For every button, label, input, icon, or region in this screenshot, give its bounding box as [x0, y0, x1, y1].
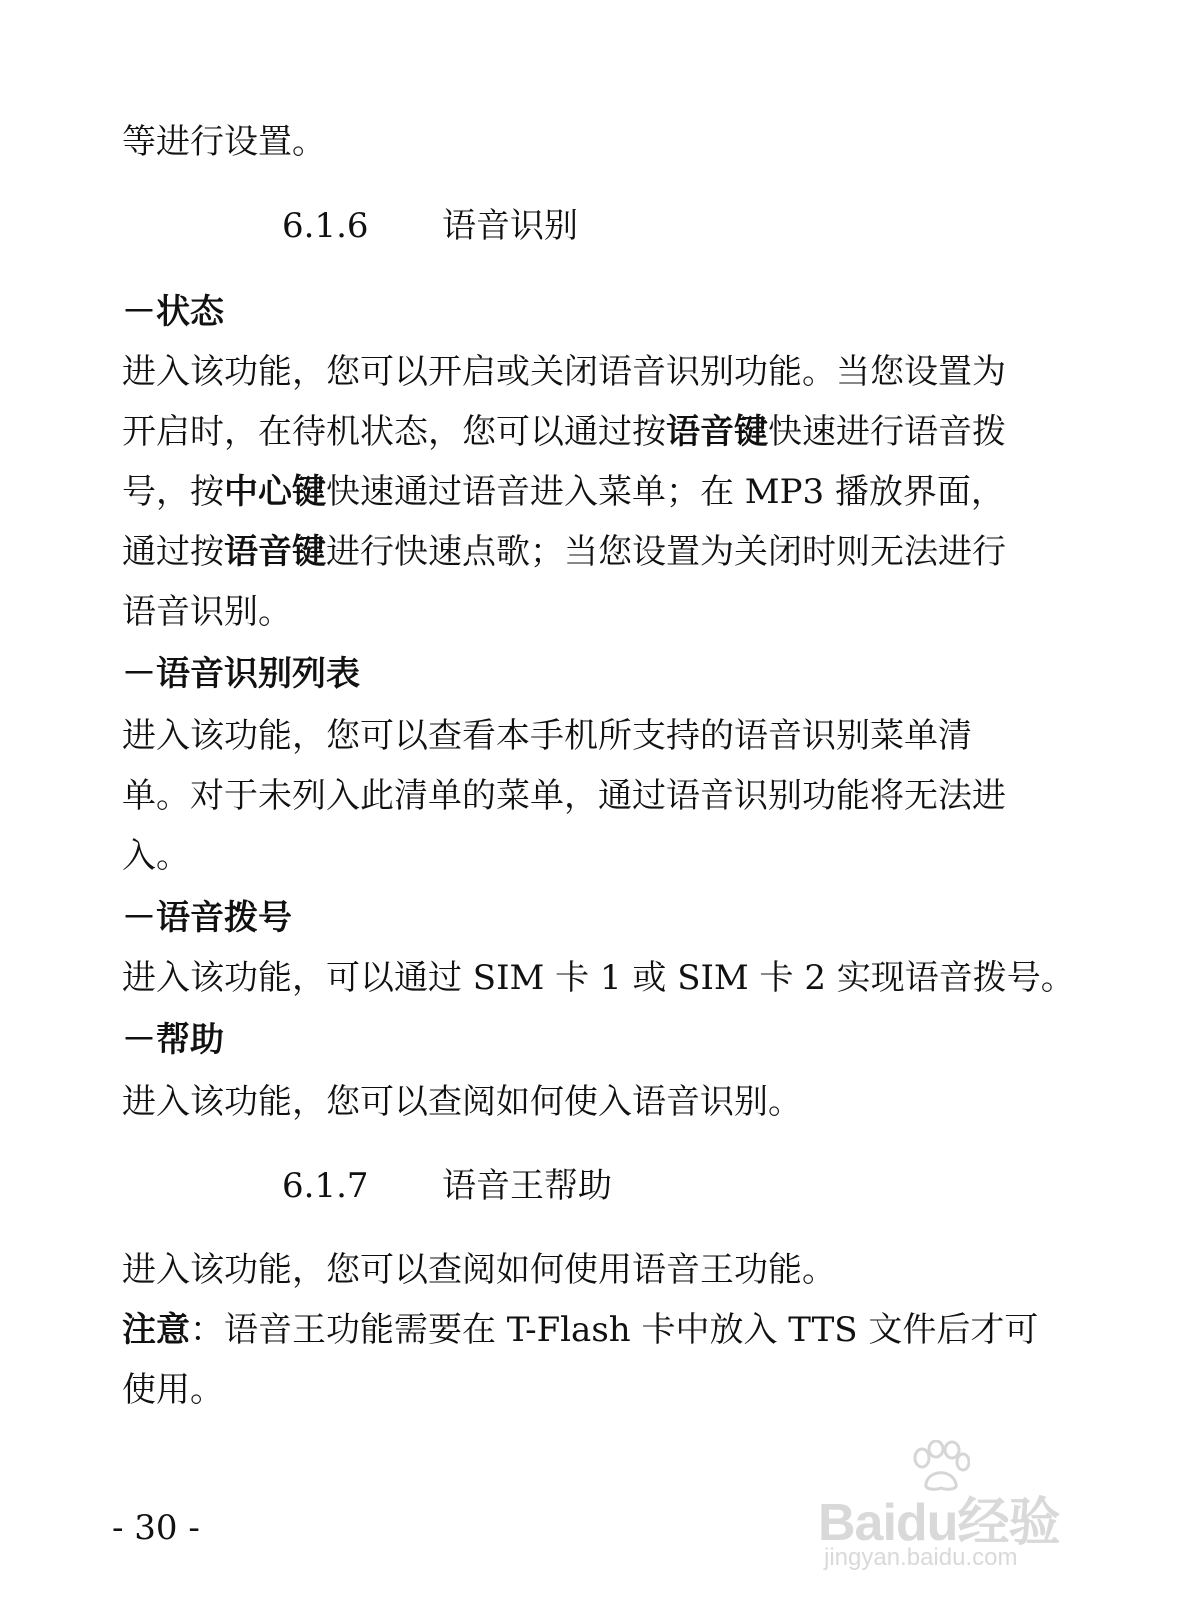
text-run: 快速进行语音拨: [768, 412, 1006, 452]
center-key-term: 中心键: [224, 472, 326, 512]
text-run: 号，按: [122, 472, 224, 512]
list-paragraph-line: 进入该功能，您可以查看本手机所支持的语音识别菜单清: [122, 716, 972, 756]
section-heading-6-1-6: [282, 206, 578, 246]
section-title: 语音王帮助: [442, 1166, 612, 1206]
note-text: ：语音王功能需要在 T-Flash 卡中放入 TTS 文件后才可: [190, 1310, 1039, 1350]
watermark-brand: Baidu经验: [818, 1494, 1060, 1552]
list-paragraph-line: 单。对于未列入此清单的菜单，通过语音识别功能将无法进: [122, 776, 1006, 816]
section-number: 6.1.7: [282, 1166, 369, 1206]
note-line: [122, 1310, 1062, 1350]
wang-paragraph-line: 进入该功能，您可以查阅如何使用语音王功能。: [122, 1250, 836, 1290]
status-paragraph-line: 语音识别。: [122, 592, 292, 632]
section-number: 6.1.6: [282, 206, 369, 246]
status-paragraph-line: [122, 412, 1062, 452]
text-run: 通过按: [122, 532, 224, 572]
text-run: 开启时，在待机状态，您可以通过按: [122, 412, 666, 452]
text-run: 快速通过语音进入菜单；在 MP3 播放界面，: [326, 472, 1005, 512]
list-paragraph-line: 入。: [122, 836, 190, 876]
note-line: 使用。: [122, 1370, 224, 1410]
watermark-url: jingyan.baidu.com: [824, 1544, 1018, 1571]
section-heading-6-1-7: [282, 1166, 612, 1206]
section-title: 语音识别: [442, 206, 578, 246]
voice-key-term: 语音键: [666, 412, 768, 452]
status-paragraph-line: [122, 532, 1062, 572]
note-label: 注意: [122, 1310, 190, 1350]
baidu-watermark: [818, 1440, 1098, 1570]
page-number: - 30 -: [112, 1508, 200, 1548]
subheading-help: －帮助: [122, 1020, 224, 1060]
subheading-voice-dial: －语音拨号: [122, 898, 292, 938]
subheading-recognition-list: －语音识别列表: [122, 654, 360, 694]
help-paragraph-line: 进入该功能，您可以查阅如何使入语音识别。: [122, 1082, 802, 1122]
status-paragraph-line: 进入该功能，您可以开启或关闭语音识别功能。当您设置为: [122, 352, 1006, 392]
intro-line: 等进行设置。: [122, 122, 326, 162]
voice-key-term: 语音键: [224, 532, 326, 572]
text-run: 进行快速点歌；当您设置为关闭时则无法进行: [326, 532, 1006, 572]
dial-paragraph-line: 进入该功能，可以通过 SIM 卡 1 或 SIM 卡 2 实现语音拨号。: [122, 958, 1075, 998]
subheading-status: －状态: [122, 292, 224, 332]
status-paragraph-line: [122, 472, 1062, 512]
